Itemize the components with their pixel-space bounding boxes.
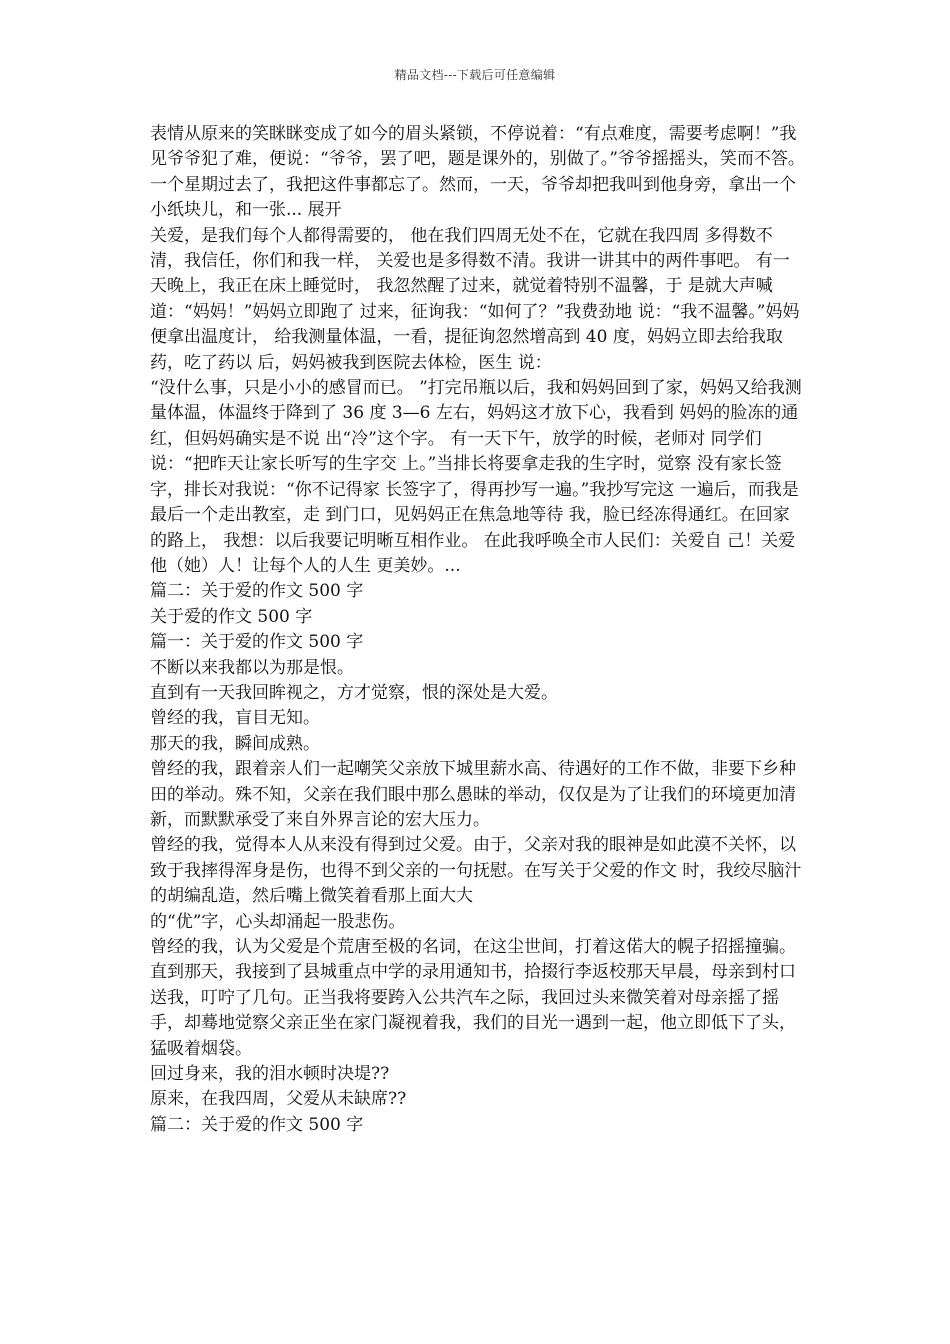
page-header-note: 精品文档---下载后可任意编辑 <box>394 68 556 82</box>
paragraph: 表情从原来的笑眯眯变成了如今的眉头紧锁，不停说着：“有点难度，需要考虑啊！”我见爷爷犯了难，便说：“爷爷，罢了吧，题是课外的，别做了。”爷爷摇摇头，笑而不答。一个星期过去了，我把这件事都忘了。然而，一天，爷爷却把我叫到他身旁，拿出一个小纸块儿，和一张... 展开 <box>150 124 805 221</box>
section-heading: 关于爱的作文 500 字 <box>150 606 313 627</box>
paragraph: 曾经的我，觉得本人从来没有得到过父爱。由于，父亲对我的眼神是如此漠不关怀，以致于我摔得浑身是伤，也得不到父亲的一句抚慰。在写关于父爱的作文 时，我绞尽脑汁的胡编乱造，然后嘴上微笑着看那上面大大 <box>150 835 802 907</box>
paragraph: “没什么事，只是小小的感冒而已。 ”打完吊瓶以后，我和妈妈回到了家，妈妈又给我测量体温，体温终于降到了 36 度 3—6 左右，妈妈这才放下心，我看到 妈妈的脸冻的通红，但妈妈确实是不说 出“冷”这个字。 有一天下午，放学的时候，老师对 同学们说：“把昨天让家长听写的生字交 上。”当排长将要拿走我的生字时，觉察 没有家长签字，排长对我说：“你不记得家 长签字了，得再抄写一遍。”我抄写完这 一遍后，而我是最后一个走出教室，走 到门口，见妈妈正在焦急地等待 我，脸已经冻得通红。在回家的路上， 我想：以后我要记明晰互相作业。 在此我呼唤全市人民们：关爱自 己！关爱他（她）人！让每个人的人生 更美妙。... <box>150 378 802 576</box>
paragraph: 曾经的我，跟着亲人们一起嘲笑父亲放下城里薪水高、待遇好的工作不做，非要下乡种田的举动。殊不知，父亲在我们眼中那么愚昧的举动，仅仅是为了让我们的环境更加清新，而默默承受了来自外界言论的宏大压力。 <box>150 759 796 830</box>
document-body <box>150 122 806 1138</box>
section-heading: 篇二：关于爱的作文 500 字 <box>150 1114 364 1135</box>
section-heading: 篇一：关于爱的作文 500 字 <box>150 632 364 653</box>
paragraph: 直到那天，我接到了县城重点中学的录用通知书，拾掇行李返校那天早晨，母亲到村口送我，叮咛了几句。正当我将要跨入公共汽车之际，我回过头来微笑着对母亲摇了摇手，却蓦地觉察父亲正坐在家门凝视着我，我们的目光一遇到一起，他立即低下了头，猛吸着烟袋。 <box>150 962 796 1059</box>
paragraph: 曾经的我，认为父爱是个荒唐至极的名词，在这尘世间，打着这偌大的幌子招摇撞骗。 <box>150 937 796 957</box>
section-heading: 篇二：关于爱的作文 500 字 <box>150 581 364 602</box>
paragraph: 回过身来，我的泪水顿时决堤?? <box>150 1064 390 1085</box>
paragraph: 直到有一天我回眸视之，方才觉察，恨的深处是大爱。 <box>150 682 558 703</box>
paragraph: 的“优”字，心头却涌起一股悲伤。 <box>150 911 406 932</box>
paragraph: 关爱，是我们每个人都得需要的， 他在我们四周无处不在，它就在我四周 多得数不清，我信任，你们和我一样， 关爱也是多得数不清。我讲一讲其中的两件事吧。 有一天晚上，我正在床上睡觉时， 我忽然醒了过来，就觉着特别不温馨，于 是就大声喊道：“妈妈！”妈妈立即跑了 过来，征询我：“如何了？”我费劲地 说：“我不温馨。”妈妈便拿出温度计， 给我测量体温，一看，提征询忽然增高到 40 度，妈妈立即去给我取药，吃了药以 后，妈妈被我到医院去体检，医生 说： <box>150 225 800 373</box>
paragraph: 那天的我，瞬间成熟。 <box>150 733 320 754</box>
paragraph: 原来，在我四周，父爱从未缺席?? <box>150 1089 407 1110</box>
paragraph: 不断以来我都以为那是恨。 <box>150 657 354 678</box>
paragraph: 曾经的我，盲目无知。 <box>150 708 320 729</box>
